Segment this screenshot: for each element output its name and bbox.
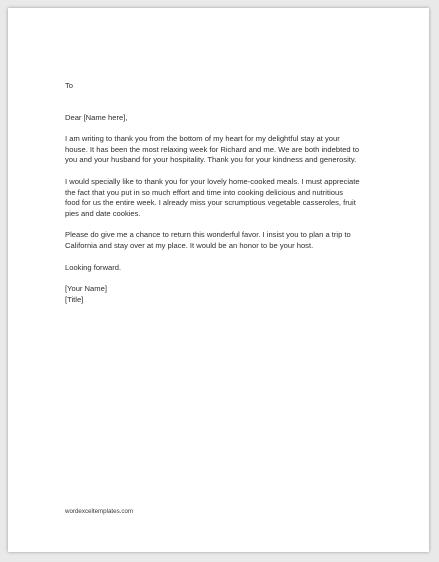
paragraph-line: you and your husband for your hospitality. Thank you for your kindness and generosity. [65, 155, 357, 165]
paragraph-line: Please do give me a chance to return this wonderful favor. I insist you to plan a trip to [65, 230, 351, 240]
paragraph-line: I would specially like to thank you for your lovely home-cooked meals. I must appreciate [65, 176, 360, 186]
paragraph-line: the fact that you put in so much effort and time into cooking delicious and nutritious [65, 187, 344, 197]
letter-paragraph-2 [65, 177, 401, 219]
letter-paragraph-3 [65, 230, 401, 251]
footer-website: wordexceltemplates.com [65, 508, 134, 515]
document-page [8, 8, 429, 552]
signature-name: [Your Name] [65, 284, 107, 294]
paragraph-line: I am writing to thank you from the bottom of my heart for my delightful stay at your [65, 134, 340, 144]
paragraph-line: pies and date cookies. [65, 208, 141, 218]
paragraph-line: California and stay over at my place. It would be an honor to be your host. [65, 240, 314, 250]
letter-recipient-label: To [65, 81, 74, 90]
paragraph-line: food for us the entire week. I already miss your scrumptious vegetable casseroles, fruit [65, 198, 356, 208]
letter-greeting: Dear [Name here], [65, 112, 128, 122]
paragraph-line: house. It has been the most relaxing week for Richard and me. We are both indebted to [65, 144, 360, 154]
letter-paragraph-1 [65, 134, 401, 166]
signature-title: [Title] [65, 294, 84, 304]
letter-body [65, 81, 401, 305]
letter-closing: Looking forward. [65, 262, 122, 272]
